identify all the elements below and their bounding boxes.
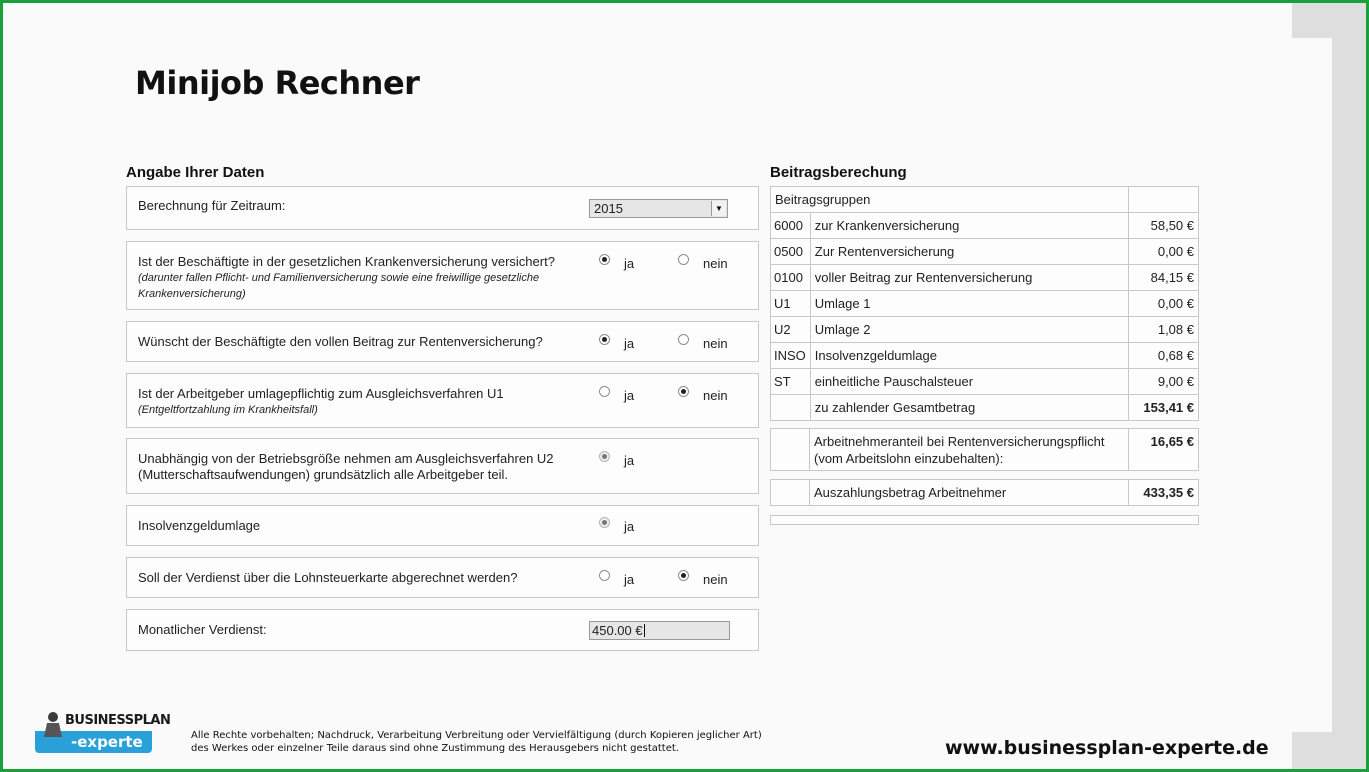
- u1-yes-radio[interactable]: [599, 386, 610, 397]
- employee-share-line2: (vom Arbeitslohn einzubehalten):: [814, 451, 1004, 466]
- payout-table: [770, 479, 1199, 506]
- text-caret: [644, 624, 645, 637]
- u1-no-radio[interactable]: [678, 386, 689, 397]
- table-row: [771, 239, 1199, 265]
- employee-share-row: [771, 429, 1199, 471]
- kv-question: Ist der Beschäftigte in der gesetzlichen Krankenversicherung versichert?: [138, 254, 555, 269]
- page-title: Minijob Rechner: [135, 64, 420, 102]
- table-row: [771, 343, 1199, 369]
- u1-box: [126, 373, 759, 428]
- row-desc: einheitliche Pauschalsteuer: [810, 369, 1128, 395]
- row-desc: Umlage 2: [810, 317, 1128, 343]
- person-icon: [41, 711, 65, 737]
- row-desc: zur Krankenversicherung: [810, 213, 1128, 239]
- period-select[interactable]: [589, 199, 728, 218]
- u2-text-line1: Unabhängig von der Betriebsgröße nehmen am Ausgleichsverfahren U2: [138, 451, 554, 466]
- table-row: [771, 265, 1199, 291]
- groups-header: Beitragsgruppen: [771, 187, 1129, 213]
- row-code: 6000: [771, 213, 811, 239]
- tax-yes-label: ja: [624, 572, 635, 587]
- period-label: Berechnung für Zeitraum:: [138, 198, 286, 213]
- payout-row: [771, 480, 1199, 506]
- inso-yes-radio: [599, 517, 610, 528]
- employee-share-table: [770, 428, 1199, 471]
- empty-bar: [770, 515, 1199, 525]
- total-code-cell: [771, 395, 811, 421]
- copyright-line2: des Werkes oder einzelner Teile daraus sind ohne Zustimmung des Herausgebers nicht gestattet.: [191, 743, 679, 754]
- u1-yes-label: ja: [624, 388, 635, 403]
- header-value-cell: [1129, 187, 1199, 213]
- inso-label: Insolvenzgeldumlage: [138, 518, 261, 533]
- row-value: 0,00 €: [1129, 239, 1199, 265]
- employee-share-line1: Arbeitnehmeranteil bei Rentenversicherungspflicht: [814, 434, 1105, 449]
- income-input[interactable]: [589, 621, 730, 640]
- tax-yes-radio[interactable]: [599, 570, 610, 581]
- row-code: U1: [771, 291, 811, 317]
- row-desc: Insolvenzgeldumlage: [810, 343, 1128, 369]
- calc-section-heading: Beitragsberechung: [770, 164, 907, 181]
- copyright-notice: [191, 729, 762, 755]
- row-desc: Umlage 1: [810, 291, 1128, 317]
- row-code: INSO: [771, 343, 811, 369]
- row-value: 9,00 €: [1129, 369, 1199, 395]
- chevron-down-icon[interactable]: ▼: [711, 201, 726, 216]
- row-value: 1,08 €: [1129, 317, 1199, 343]
- income-label: Monatlicher Verdienst:: [138, 622, 267, 637]
- table-row: [771, 317, 1199, 343]
- employee-share-desc: [810, 429, 1129, 471]
- rv-label: Wünscht der Beschäftigte den vollen Beitrag zur Rentenversicherung?: [138, 334, 543, 349]
- u1-label: [138, 386, 504, 418]
- table-row: [771, 369, 1199, 395]
- logo-top-text: BUSINESSPLAN: [65, 713, 171, 728]
- kv-label: [138, 254, 588, 302]
- kv-no-radio[interactable]: [678, 254, 689, 265]
- contribution-table: [770, 186, 1199, 421]
- income-box: [126, 609, 759, 651]
- row-value: 0,68 €: [1129, 343, 1199, 369]
- website-url: www.businessplan-experte.de: [945, 737, 1269, 759]
- total-value: 153,41 €: [1129, 395, 1199, 421]
- row-code: 0500: [771, 239, 811, 265]
- u1-no-label: nein: [703, 388, 728, 403]
- employee-share-value: 16,65 €: [1129, 429, 1199, 471]
- input-section-heading: Angabe Ihrer Daten: [126, 164, 265, 181]
- total-row: [771, 395, 1199, 421]
- row-value: 0,00 €: [1129, 291, 1199, 317]
- inso-yes-label: ja: [624, 519, 635, 534]
- income-input-value: 450.00 €: [592, 623, 643, 638]
- payout-code-cell: [771, 480, 810, 506]
- kv-note: (darunter fallen Pflicht- und Familienversicherung sowie eine freiwillige gesetzliche Krankenversicherung): [138, 272, 540, 300]
- tax-box: [126, 557, 759, 598]
- rv-box: [126, 321, 759, 362]
- inso-box: [126, 505, 759, 546]
- u2-box: [126, 438, 759, 494]
- u1-note: (Entgeltfortzahlung im Krankheitsfall): [138, 404, 318, 416]
- row-code: U2: [771, 317, 811, 343]
- period-box: [126, 186, 759, 230]
- rv-yes-radio[interactable]: [599, 334, 610, 345]
- row-code: ST: [771, 369, 811, 395]
- rv-no-radio[interactable]: [678, 334, 689, 345]
- rv-no-label: nein: [703, 336, 728, 351]
- table-row: [771, 213, 1199, 239]
- row-value: 58,50 €: [1129, 213, 1199, 239]
- copyright-line1: Alle Rechte vorbehalten; Nachdruck, Verarbeitung Verbreitung oder Vervielfältigung (durch Kopieren jeglicher Art): [191, 730, 762, 741]
- logo-bottom-text: -experte: [71, 733, 143, 751]
- u2-yes-radio: [599, 451, 610, 462]
- tax-label: Soll der Verdienst über die Lohnsteuerkarte abgerechnet werden?: [138, 570, 518, 585]
- kv-yes-label: ja: [624, 256, 635, 271]
- right-strip-inner: [1292, 38, 1332, 732]
- u2-yes-label: ja: [624, 453, 635, 468]
- kv-no-label: nein: [703, 256, 728, 271]
- payout-value: 433,35 €: [1129, 480, 1199, 506]
- total-desc: zu zahlender Gesamtbetrag: [810, 395, 1128, 421]
- kv-yes-radio[interactable]: [599, 254, 610, 265]
- rv-yes-label: ja: [624, 336, 635, 351]
- employee-share-code-cell: [771, 429, 810, 471]
- row-code: 0100: [771, 265, 811, 291]
- u2-text-line2: (Mutterschaftsaufwendungen) grundsätzlich alle Arbeitgeber teil.: [138, 467, 508, 482]
- table-row: [771, 291, 1199, 317]
- kv-box: [126, 241, 759, 310]
- u1-question: Ist der Arbeitgeber umlagepflichtig zum Ausgleichsverfahren U1: [138, 386, 504, 401]
- row-value: 84,15 €: [1129, 265, 1199, 291]
- table-header-row: [771, 187, 1199, 213]
- u2-label: [138, 451, 554, 483]
- company-logo: [35, 709, 171, 755]
- tax-no-radio[interactable]: [678, 570, 689, 581]
- row-desc: voller Beitrag zur Rentenversicherung: [810, 265, 1128, 291]
- payout-desc: Auszahlungsbetrag Arbeitnehmer: [810, 480, 1129, 506]
- row-desc: Zur Rentenversicherung: [810, 239, 1128, 265]
- period-select-value: 2015: [594, 201, 623, 216]
- tax-no-label: nein: [703, 572, 728, 587]
